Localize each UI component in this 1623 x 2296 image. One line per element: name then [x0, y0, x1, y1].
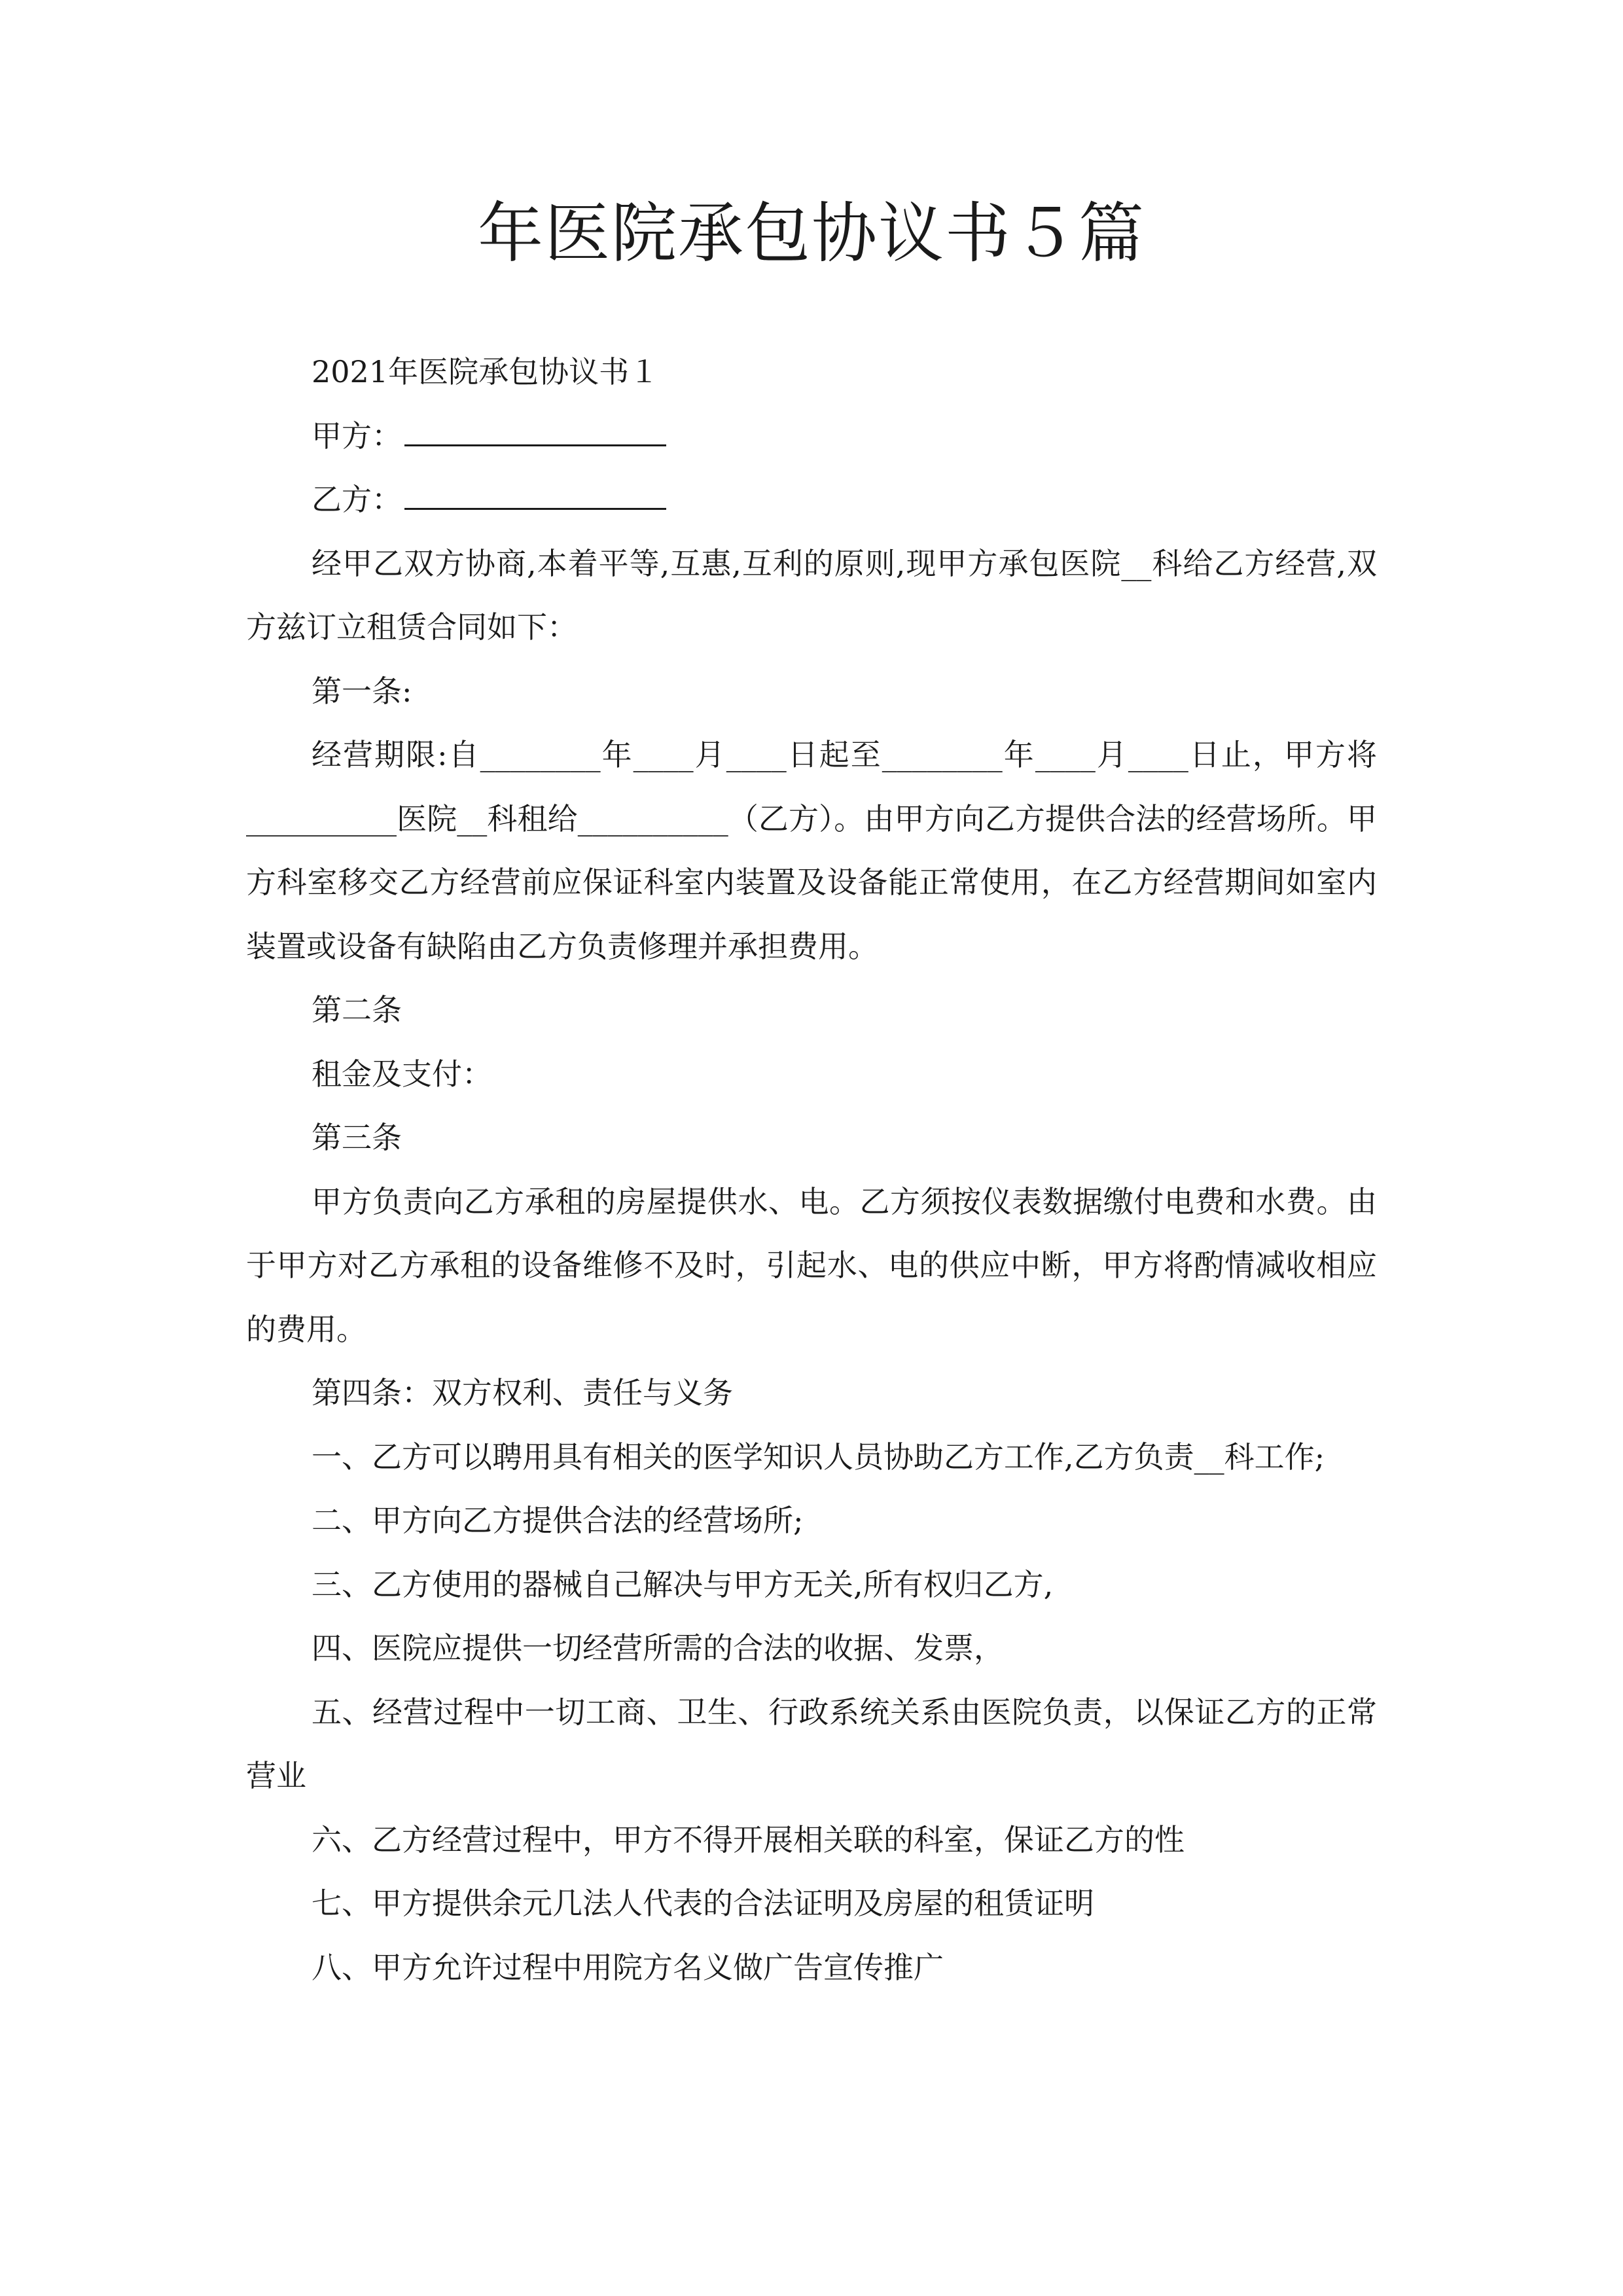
party-b-line — [246, 468, 1377, 532]
paragraph: 四、医院应提供一切经营所需的合法的收据、发票， — [312, 1630, 1004, 1666]
party-a-line — [246, 404, 1377, 469]
subtitle: 2021年医院承包协议书１ — [312, 354, 660, 389]
document-title: 年医院承包协议书５篇 — [478, 195, 1145, 272]
party-b-label: 乙方： — [312, 482, 402, 517]
document-body — [246, 340, 1377, 2000]
paragraph: 甲方负责向乙方承租的房屋提供水、电。乙方须按仪表数据缴付电费和水费。由于甲方对乙方承租的设备维修不及时，引起水、电的供应中断，甲方将酌情减收相应的费用。 — [246, 1183, 1377, 1347]
paragraph: 经营期限:自________年____月____日起至________年____月____日止，甲方将__________医院__科租给__________（乙方）。由甲方向乙方提供合法的经营场所。甲方科室移交乙方经营前应保证科室内装置及设备能正常使用，在乙方经营期间如室内装置或设备有缺陷由乙方负责修理并承担费用。 — [246, 737, 1377, 964]
paragraph: 一、乙方可以聘用具有相关的医学知识人员协助乙方工作,乙方负责__科工作; — [312, 1439, 1325, 1475]
party-a-label: 甲方： — [312, 418, 402, 454]
paragraph: 经甲乙双方协商,本着平等,互惠,互利的原则,现甲方承包医院__科给乙方经营,双方兹订立租赁合同如下： — [246, 545, 1377, 645]
paragraph: 五、经营过程中一切工商、卫生、行政系统关系由医院负责，以保证乙方的正常营业 — [246, 1694, 1377, 1793]
paragraph: 第三条 — [312, 1120, 402, 1155]
party-a-blank[interactable] — [404, 418, 666, 446]
paragraph: 租金及支付： — [312, 1056, 492, 1092]
paragraph: 第一条: — [312, 673, 412, 709]
paragraph: 三、乙方使用的器械自己解决与甲方无关,所有权归乙方, — [312, 1566, 1054, 1602]
paragraph: 七、甲方提供余元几法人代表的合法证明及房屋的租赁证明 — [312, 1886, 1094, 1921]
party-b-blank[interactable] — [404, 482, 666, 510]
paragraph: 二、甲方向乙方提供合法的经营场所; — [312, 1503, 804, 1538]
paragraph: 第二条 — [312, 992, 402, 1028]
paragraph: 第四条：双方权利、责任与义务 — [312, 1375, 733, 1410]
paragraph: 八、甲方允许过程中用院方名义做广告宣传推广 — [312, 1949, 944, 1985]
paragraph: 六、乙方经营过程中，甲方不得开展相关联的科室，保证乙方的性 — [312, 1821, 1185, 1857]
